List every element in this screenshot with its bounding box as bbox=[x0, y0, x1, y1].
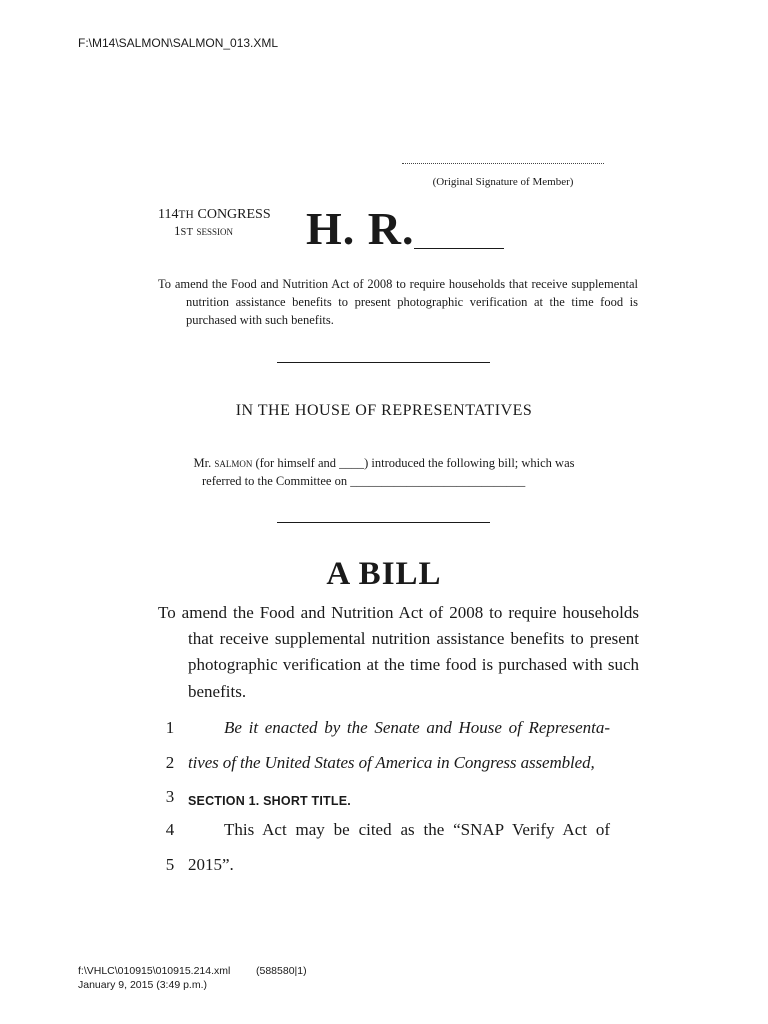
introduction-line-1-rest: (for himself and ____) introduced the following bill; which was bbox=[255, 456, 575, 470]
line-number: 4 bbox=[165, 820, 175, 839]
sponsor-title: Mr. bbox=[193, 456, 212, 470]
file-path-header: F:\M14\SALMON\SALMON_013.XML bbox=[78, 36, 279, 50]
congress-ordinal-suffix: TH bbox=[178, 209, 194, 221]
signature-caption: (Original Signature of Member) bbox=[432, 176, 574, 188]
session-ordinal-suffix: ST bbox=[180, 227, 194, 238]
congress-session bbox=[174, 223, 233, 240]
introduction-paragraph bbox=[158, 454, 610, 490]
divider-rule bbox=[277, 362, 490, 363]
session-word: session bbox=[196, 223, 233, 238]
bill-designation: H. R. bbox=[306, 203, 415, 254]
line-number: 2 bbox=[165, 753, 175, 772]
signature-line bbox=[402, 163, 604, 164]
line-number: 5 bbox=[165, 855, 175, 874]
long-purpose: To amend the Food and Nutrition Act of 2008 to require households that receive supplemental nutrition assistance benefits to present photographic verification at the time food is purchased with such benefits. bbox=[158, 603, 639, 701]
footer-document-code: (588580|1) bbox=[256, 965, 307, 977]
divider-rule bbox=[277, 522, 490, 523]
session-ordinal: 1 bbox=[174, 223, 181, 238]
congress-number bbox=[158, 206, 271, 224]
section-heading: SECTION 1. SHORT TITLE. bbox=[188, 794, 351, 808]
introduction-line-2: referred to the Committee on ____________________________ bbox=[202, 474, 526, 488]
congress-word: CONGRESS bbox=[197, 207, 271, 222]
congress-ordinal: 114 bbox=[158, 207, 179, 222]
introduction-line-1 bbox=[158, 454, 610, 472]
section-heading-line bbox=[188, 790, 610, 810]
line-number: 3 bbox=[165, 787, 175, 806]
footer-datetime: January 9, 2015 (3:49 p.m.) bbox=[78, 979, 207, 991]
footer-file-path: f:\VHLC\010915\010915.214.xml bbox=[78, 965, 231, 977]
short-title-line-2: 2015”. bbox=[188, 855, 234, 874]
bill-heading: A BILL bbox=[326, 556, 442, 592]
enacting-clause-line-1: Be it enacted by the Senate and House of Representa- bbox=[224, 718, 610, 737]
short-title-line-1: This Act may be cited as the “SNAP Verify Act of bbox=[224, 820, 610, 839]
bill-number-blank bbox=[414, 248, 504, 249]
sponsor-name: salmon bbox=[214, 456, 253, 470]
house-heading: IN THE HOUSE OF REPRESENTATIVES bbox=[235, 402, 533, 419]
enacting-clause-line-2: tives of the United States of America in Congress assembled, bbox=[188, 753, 595, 772]
short-purpose: To amend the Food and Nutrition Act of 2008 to require households that receive supplemental nutrition assistance benefits to present photographic verification at the time food is purchased with such benefits. bbox=[158, 277, 638, 327]
line-number: 1 bbox=[165, 718, 175, 737]
